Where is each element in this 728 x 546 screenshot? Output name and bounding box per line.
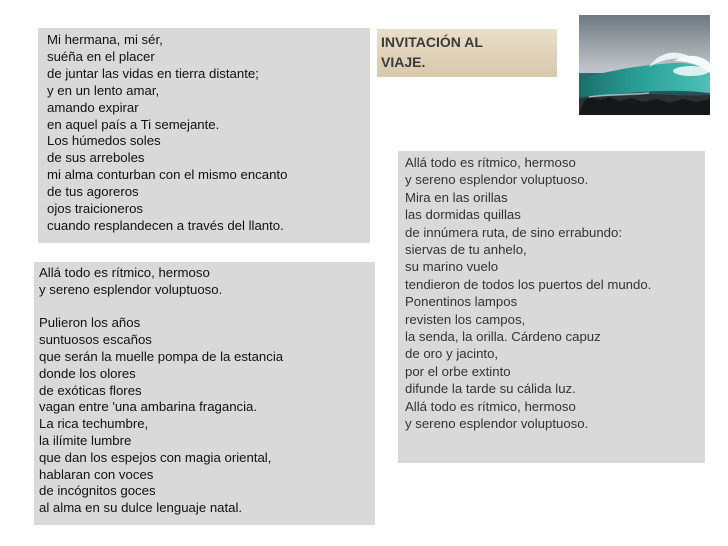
poem-line: en aquel país a Ti semejante. xyxy=(47,116,220,132)
poem-line: ojos traicioneros xyxy=(47,201,144,217)
poem-line: de oro y jacinto, xyxy=(405,346,499,362)
poem-line: de tus agoreros xyxy=(47,184,139,200)
poem-line: y sereno esplendor voluptuoso. xyxy=(39,281,223,297)
poem-line: de innúmera ruta, de sino errabundo: xyxy=(405,224,623,240)
poem-line: mi alma conturban con el mismo encanto xyxy=(47,167,288,183)
poem-line: Pulieron los años xyxy=(39,315,141,331)
stanza-box-top-left xyxy=(38,28,370,243)
stanza-box-bottom-left xyxy=(34,262,375,525)
stanza-gap xyxy=(39,299,375,316)
stanza-lines xyxy=(39,265,375,517)
poem-line: Los húmedos soles xyxy=(47,133,161,149)
poem-line: que dan los espejos con magia oriental, xyxy=(39,449,272,465)
poem-line: y en un lento amar, xyxy=(47,82,160,98)
poem-line: tendieron de todos los puertos del mundo. xyxy=(405,276,652,292)
poem-line: al alma en su dulce lenguaje natal. xyxy=(39,500,243,516)
poem-line: y sereno esplendor voluptuoso. xyxy=(405,172,589,188)
stanza-lines xyxy=(47,32,370,235)
stanza-box-right xyxy=(398,151,705,463)
ocean-wave-photo xyxy=(579,15,710,136)
poem-line: y sereno esplendor voluptuoso. xyxy=(405,416,589,432)
poem-line: Ponentinos lampos xyxy=(405,294,518,310)
poem-line: Mira en las orillas xyxy=(405,189,508,205)
poem-line: las dormidas quillas xyxy=(405,207,521,223)
poem-line: su marino vuelo xyxy=(405,259,499,275)
poem-line: la senda, la orilla. Cárdeno capuz xyxy=(405,329,601,345)
poem-line: Allá todo es rítmico, hermoso xyxy=(39,265,210,280)
poem-line: Mi hermana, mi sér, xyxy=(47,32,163,47)
poem-line: que serán la muelle pompa de la estancia xyxy=(39,348,284,364)
poem-line: difunde la tarde su cálida luz. xyxy=(405,381,576,397)
title-line-2: VIAJE. xyxy=(381,54,426,70)
poem-line: de exóticas flores xyxy=(39,382,142,398)
poem-line: La rica techumbre, xyxy=(39,416,149,432)
poem-title xyxy=(377,29,557,77)
poem-line: Allá todo es rítmico, hermoso xyxy=(405,155,576,170)
poem-line: de incógnitos goces xyxy=(39,483,156,499)
poem-line: Allá todo es rítmico, hermoso xyxy=(405,398,576,414)
stanza-lines xyxy=(405,154,705,433)
poem-line: de sus arreboles xyxy=(47,150,145,166)
poem-line: revisten los campos, xyxy=(405,311,526,327)
poem-line: hablaran con voces xyxy=(39,466,154,482)
ocean-wave-illustration xyxy=(579,15,710,136)
poem-line: de juntar las vidas en tierra distante; xyxy=(47,65,259,81)
poem-line: por el orbe extinto xyxy=(405,363,511,379)
poem-line: donde los olores xyxy=(39,365,136,381)
poem-line: vagan entre 'una ambarina fragancia. xyxy=(39,399,258,415)
poem-line: cuando resplandecen a través del llanto. xyxy=(47,217,284,233)
poem-line: la ilímite lumbre xyxy=(39,432,132,448)
poem-line: amando expirar xyxy=(47,99,139,115)
poem-line: suéña en el placer xyxy=(47,48,155,64)
poem-line: siervas de tu anhelo, xyxy=(405,242,527,258)
poem-line: suntuosos escaños xyxy=(39,332,152,348)
title-line-1: INVITACIÓN AL xyxy=(381,34,483,50)
